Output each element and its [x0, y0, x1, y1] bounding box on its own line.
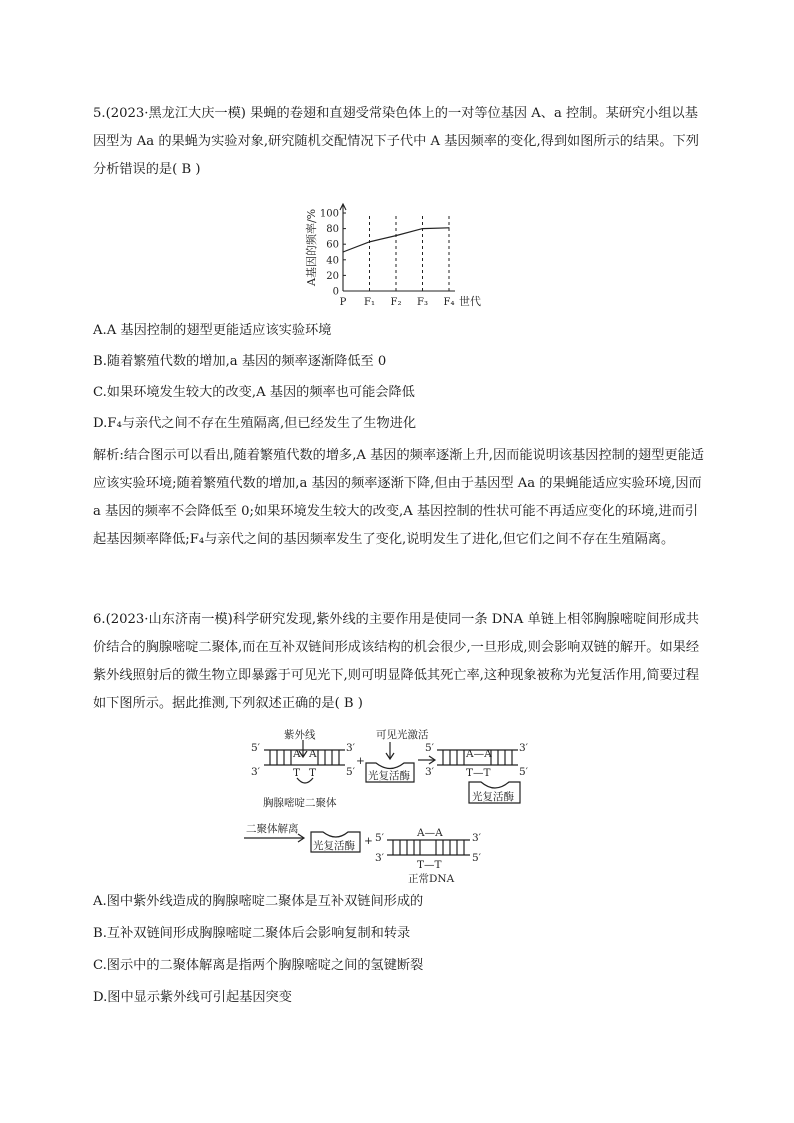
plus-sign: +	[364, 835, 373, 847]
three-prime-label-right: 3′	[472, 832, 482, 844]
y-tick-label: 100	[319, 208, 339, 220]
dimer-label: 胸腺嘧啶二聚体	[263, 797, 337, 809]
enzyme-label: 光复活酶	[313, 840, 355, 852]
five-prime-label-right: 5′	[346, 766, 356, 778]
three-prime-label-right: 3′	[519, 742, 529, 754]
question-5-option-c: C.如果环境发生较大的改变,A 基因的频率也可能会降低	[93, 385, 415, 400]
question-5-answer: B	[181, 162, 192, 177]
enzyme-label: 光复活酶	[472, 791, 514, 803]
y-tick-label: 0	[332, 286, 339, 298]
data-point	[448, 227, 449, 228]
y-axis-label: A基因的频率/%	[305, 208, 318, 286]
question-5-stem: 5.(2023·黑龙江大庆一模) 果蝇的卷翅和直翅受常染色体上的一对等位基因 A、a 控制。某研究小组以基因型为 Aa 的果蝇为实验对象,研究随机交配情况下子代中 A 基因频率的变化,得到如图所示的结果。下列分析错误的是( B )	[93, 106, 699, 177]
data-point	[342, 251, 343, 252]
three-prime-label: 3′	[251, 766, 261, 778]
question-5-explanation: 解析:结合图示可以看出,随着繁殖代数的增多,A 基因的频率逐渐上升,因而能说明该基因控制的翅型更能适应该实验环境;随着繁殖代数的增加,a 基因的频率逐渐下降,但由于基因型 Aa 的果蝇能适应实验环境,因而 a 基因的频率不会降低至 0;如果环境发生较大的改变,A 基因控制的性状可能不再适应变化的环境,进而引起基因频率降低;F₄与亲代之间的基因频率发生了变化,说明发生了进化,但它们之间不存在生殖隔离。	[93, 448, 706, 547]
x-tick-label: F₄	[443, 297, 455, 308]
question-6-answer: B	[343, 696, 354, 711]
y-tick-label: 80	[326, 224, 339, 236]
thymine-pair-label: T—T	[466, 767, 491, 779]
x-axis-label: 世代	[459, 295, 481, 308]
y-tick-label: 40	[326, 255, 339, 267]
adenine-pair-label: A—A	[417, 827, 443, 839]
y-tick-label: 60	[326, 239, 339, 251]
adenine-label: A	[309, 748, 317, 760]
x-tick-label: F₂	[390, 297, 402, 308]
five-prime-label-right: 5′	[519, 766, 529, 778]
question-6-option-d: D.图中显示紫外线可引起基因突变	[93, 990, 292, 1005]
dissociation-label: 二聚体解离	[246, 823, 299, 835]
y-axis-arrow	[340, 204, 346, 210]
x-tick-label: F₁	[364, 297, 375, 308]
question-6-option-a: A.图中紫外线造成的胸腺嘧啶二聚体是互补双链间形成的	[93, 894, 424, 909]
x-tick-label: F₃	[417, 297, 428, 308]
data-point	[422, 228, 423, 229]
question-6-stem: 6.(2023·山东济南一模)科学研究发现,紫外线的主要作用是使同一条 DNA 单链上相邻胸腺嘧啶间形成共价结合的胸腺嘧啶二聚体,而在互补双链间形成该结构的机会很少,一旦形成,则会影响双链的解开。如果经紫外线照射后的微生物立即暴露于可见光下,则可明显降低其死亡率,这种现象被称为光复活作用,简要过程如下图所示。据此推测,下列叙述正确的是( B )	[93, 612, 700, 711]
three-prime-label: 3′	[425, 766, 435, 778]
five-prime-label: 5′	[251, 742, 261, 754]
question-5-option-b: B.随着繁殖代数的增加,a 基因的频率逐渐降低至 0	[93, 354, 387, 369]
question-6-option-b: B.互补双链间形成胸腺嘧啶二聚体后会影响复制和转录	[93, 926, 411, 941]
normal-dna-label: 正常DNA	[408, 873, 455, 885]
three-prime-label: 3′	[375, 852, 385, 864]
frequency-series-line	[343, 228, 449, 252]
plus-sign: +	[356, 755, 365, 767]
data-point	[369, 241, 370, 242]
five-prime-label: 5′	[425, 742, 435, 754]
adenine-label: A	[293, 748, 301, 760]
data-point	[395, 235, 396, 236]
question-5-option-d: D.F₄与亲代之间不存在生殖隔离,但已经发生了生物进化	[93, 416, 417, 431]
uv-label: 紫外线	[284, 729, 316, 741]
enzyme-label: 光复活酶	[368, 770, 410, 782]
thymine-label: T	[293, 767, 301, 779]
five-prime-label-right: 5′	[472, 852, 482, 864]
question-6-option-c: C.图示中的二聚体解离是指两个胸腺嘧啶之间的氢键断裂	[93, 958, 424, 973]
three-prime-label-right: 3′	[346, 742, 356, 754]
y-tick-label: 20	[326, 270, 339, 282]
thymine-label: T	[309, 767, 317, 779]
question-5-option-a: A.A 基因控制的翅型更能适应该实验环境	[93, 323, 332, 338]
adenine-pair-label: A—A	[466, 748, 492, 760]
visible-light-label: 可见光激活	[376, 729, 429, 741]
thymine-pair-label: T—T	[417, 859, 442, 871]
x-tick-label: P	[339, 297, 347, 308]
five-prime-label: 5′	[375, 832, 385, 844]
